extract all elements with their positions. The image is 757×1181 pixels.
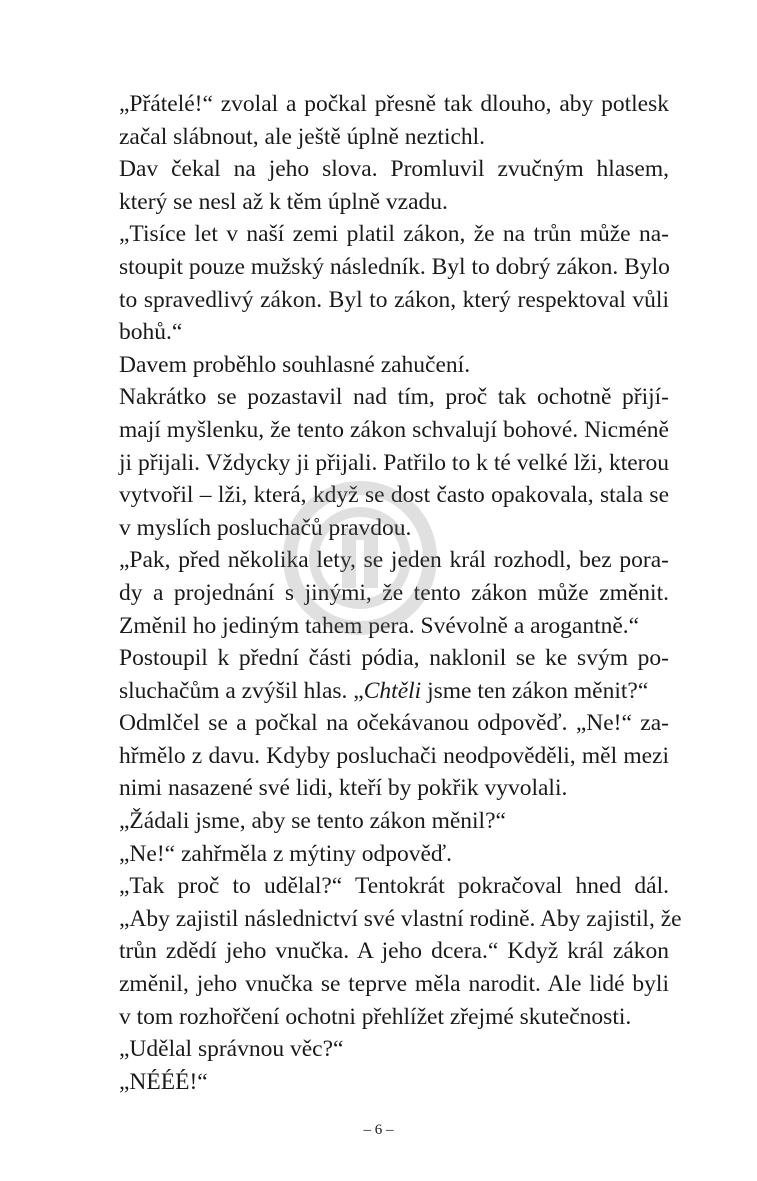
text-line: „Ne!“ zahřměla z mýtiny odpověď.: [119, 840, 452, 867]
text-line: „Udělal správnou věc?“: [119, 1036, 344, 1063]
text-line: Odmlčel se a počkal na očekávanou odpověď. „Ne!“ za-: [119, 710, 669, 737]
text-line: Nakrátko se pozastavil nad tím, proč tak ochotně přijí-: [119, 384, 669, 411]
text-line: v tom rozhořčení ochotni přehlížet zřejmé skutečnosti.: [119, 1003, 632, 1030]
text-fragment: jsme ten zákon měnit?“: [421, 677, 649, 704]
text-line: ji přijali. Vždycky ji přijali. Patřilo to k té velké lži, kterou: [119, 449, 669, 476]
text-line: stoupit pouze mužský následník. Byl to dobrý zákon. Bylo: [119, 253, 670, 280]
text-line: který se nesl až k těm úplně vzadu.: [119, 188, 448, 215]
text-line: „Žádali jsme, aby se tento zákon měnil?“: [119, 808, 506, 835]
text-line: hřmělo z davu. Kdyby posluchači neodpověděli, měl mezi: [119, 742, 669, 769]
text-line: Postoupil k přední části pódia, naklonil se ke svým po-: [119, 645, 669, 672]
text-line: Změnil ho jediným tahem pera. Svévolně a arogantně.“: [119, 612, 640, 639]
text-line: změnil, jeho vnučka se teprve měla narodit. Ale lidé byli: [119, 971, 669, 998]
text-line: „NÉÉÉ!“: [119, 1068, 208, 1095]
text-line: trůn zdědí jeho vnučka. A jeho dcera.“ Když král zákon: [119, 938, 669, 965]
text-line: mají myšlenku, že tento zákon schvalují bohové. Nicméně: [119, 416, 669, 443]
page-number: – 6 –: [363, 1122, 394, 1138]
text-line: „Aby zajistil následnictví své vlastní rodině. Aby zajistil, že: [119, 905, 682, 932]
emphasized-word: Chtěli: [363, 677, 422, 704]
text-line: „Tak proč to udělal?“ Tentokrát pokračoval hned dál.: [119, 873, 669, 900]
text-line: to spravedlivý zákon. Byl to zákon, který respektoval vůli: [119, 286, 669, 313]
text-line: Dav čekal na jeho slova. Promluvil zvučným hlasem,: [119, 156, 669, 183]
body-text: [119, 88, 682, 1098]
text-line: začal slábnout, ale ještě úplně neztichl.: [119, 123, 486, 150]
text-line: dy a projednání s jinými, že tento zákon může změnit.: [119, 579, 669, 606]
text-line: nimi nasazené své lidi, kteří by pokřik vyvolali.: [119, 775, 568, 802]
text-line: „Tisíce let v naší zemi platil zákon, že na trůn může na-: [119, 221, 669, 248]
text-line: Davem proběhlo souhlasné zahučení.: [119, 351, 471, 378]
text-line: „Pak, před několika lety, se jeden král rozhodl, bez pora-: [119, 547, 669, 574]
text-line: „Přátelé!“ zvolal a počkal přesně tak dlouho, aby potlesk: [119, 91, 669, 117]
text-line: bohů.“: [119, 319, 183, 346]
text-line: v myslích posluchačů pravdou.: [119, 514, 412, 541]
text-line: vytvořil – lži, která, když se dost často opakovala, stala se: [119, 482, 669, 509]
text-line: [119, 675, 669, 708]
text-fragment: sluchačům a zvýšil hlas. „: [119, 677, 364, 704]
